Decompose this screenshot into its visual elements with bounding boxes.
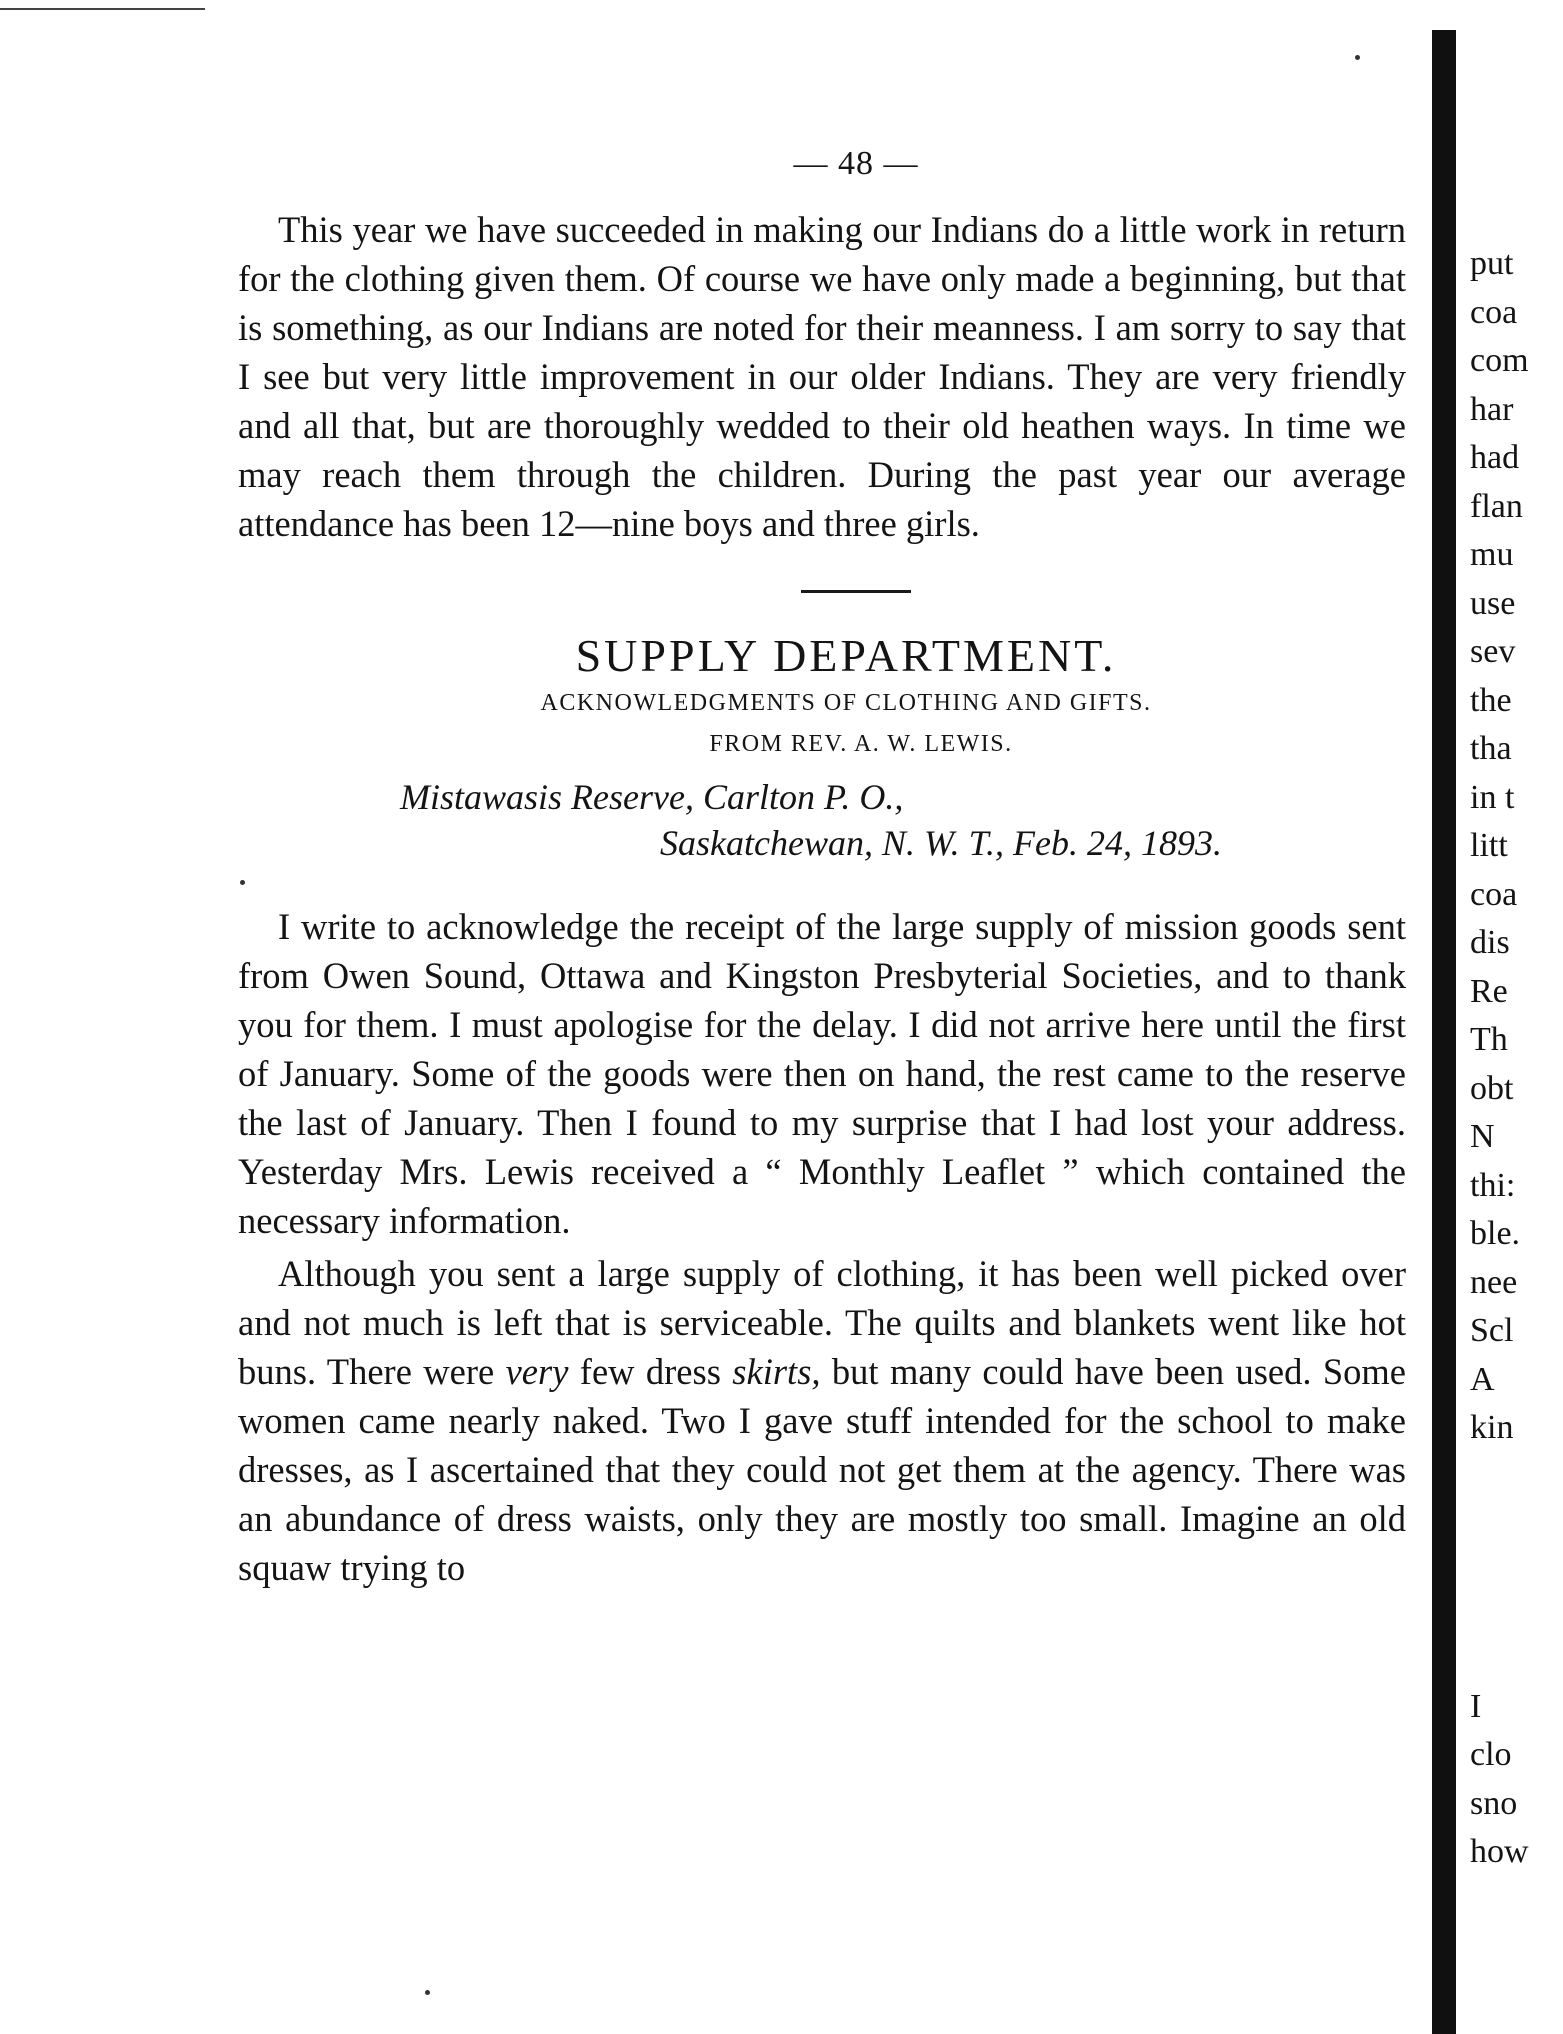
adjacent-page-fragments	[1470, 240, 1563, 1877]
adjacent-page-fragment: had	[1470, 439, 1520, 476]
page-gutter-bar	[1432, 30, 1456, 2034]
adjacent-page-fragment: how	[1470, 1833, 1529, 1870]
adjacent-page-fragment: Re	[1470, 972, 1508, 1010]
adjacent-page-fragment: coa	[1470, 293, 1518, 331]
letter-paragraph-1: I write to acknowledge the receipt of the large supply of mission goods sent from Owen Sound, Ottawa and Kingston Presbyterial Societies, and to thank you for them. I must apologise for the delay. I did not arrive here until the first of January. Some of the goods were then on hand, the rest came to the reserve the last of January. Then I found to my surprise that I had lost your address. Yesterday Mrs. Lewis received a “ Monthly Leaflet ” which contained the necessary information.	[238, 906, 1406, 1241]
section-subtitle: ACKNOWLEDGMENTS OF CLOTHING AND GIFTS.	[540, 690, 1152, 716]
adjacent-page-fragment: clo	[1470, 1736, 1512, 1773]
adjacent-page-fragment: obt	[1470, 1069, 1514, 1107]
adjacent-page-fragment: flan	[1470, 487, 1523, 525]
letter-address-line1: Mistawasis Reserve, Carlton P. O.,	[400, 777, 904, 817]
emphasis-skirts: skirts,	[732, 1351, 821, 1392]
print-speck	[1355, 55, 1360, 60]
adjacent-page-fragment: nee	[1470, 1263, 1518, 1301]
adjacent-page-fragment: in t	[1470, 778, 1515, 816]
page-number: — 48 —	[793, 145, 919, 182]
letter-address-line2: Saskatchewan, N. W. T., Feb. 24, 1893.	[660, 823, 1222, 863]
adjacent-page-fragment: put	[1470, 245, 1514, 282]
letter-paragraph-2-part-c: but many could have been used. Some women came nearly naked. Two I gave stuff intended for the school to make dresses, as I ascertained that they could not get them at the agency. There was an abundance of dress waists, only they are mostly too small. Imagine an old squaw trying to	[238, 1351, 1407, 1588]
adjacent-page-fragment: dis	[1470, 924, 1510, 961]
print-speck	[425, 1990, 430, 1995]
adjacent-page-fragment: Th	[1470, 1021, 1508, 1058]
adjacent-page-fragment: coa	[1470, 875, 1518, 913]
letter-paragraph-2	[226, 1249, 1406, 1592]
adjacent-page-fragment: mu	[1470, 536, 1514, 573]
fragment-gap	[1470, 1453, 1563, 1683]
adjacent-page-fragment: kin	[1470, 1409, 1514, 1446]
letter-paragraph-2-part-a: Although you sent a large supply of clothing, it has been well picked over and not much is left that is serviceable. The quilts and blankets went like hot buns. There were	[238, 1253, 1406, 1392]
adjacent-page-fragment: N	[1470, 1118, 1495, 1155]
adjacent-page-fragment: har	[1470, 390, 1514, 428]
print-speck	[240, 880, 245, 885]
adjacent-page-fragment: I	[1470, 1687, 1482, 1725]
adjacent-page-fragment: ble.	[1470, 1215, 1521, 1252]
adjacent-page-fragment: use	[1470, 584, 1516, 622]
adjacent-page-fragment: tha	[1470, 730, 1512, 767]
adjacent-page-fragment: litt	[1470, 827, 1508, 864]
page-body	[226, 145, 1406, 1592]
letter-from: FROM REV. A. W. LEWIS.	[709, 731, 1013, 757]
adjacent-page-fragment: Scl	[1470, 1312, 1514, 1349]
adjacent-page-fragment: sno	[1470, 1784, 1518, 1822]
adjacent-page-fragment: A	[1470, 1360, 1495, 1398]
adjacent-page-fragment: com	[1470, 342, 1529, 379]
adjacent-page-fragment: thi:	[1470, 1166, 1516, 1204]
adjacent-page-fragment: sev	[1470, 633, 1516, 670]
top-rule	[0, 8, 205, 10]
adjacent-page-fragment: the	[1470, 681, 1512, 719]
emphasis-very: very	[505, 1351, 569, 1392]
letter-paragraph-2-part-b: few dress	[568, 1351, 733, 1392]
section-title: SUPPLY DEPARTMENT.	[575, 630, 1117, 681]
opening-paragraph: This year we have succeeded in making our Indians do a little work in return for the clothing given them. Of course we have only made a beginning, but that is something, as our Indians are noted for their meanness. I am sorry to say that I see but very little improvement in our older Indians. They are very friendly and all that, but are thoroughly wedded to their old heathen ways. In time we may reach them through the children. During the past year our average attendance has been 12—nine boys and three girls.	[238, 209, 1406, 544]
section-divider	[801, 590, 911, 593]
